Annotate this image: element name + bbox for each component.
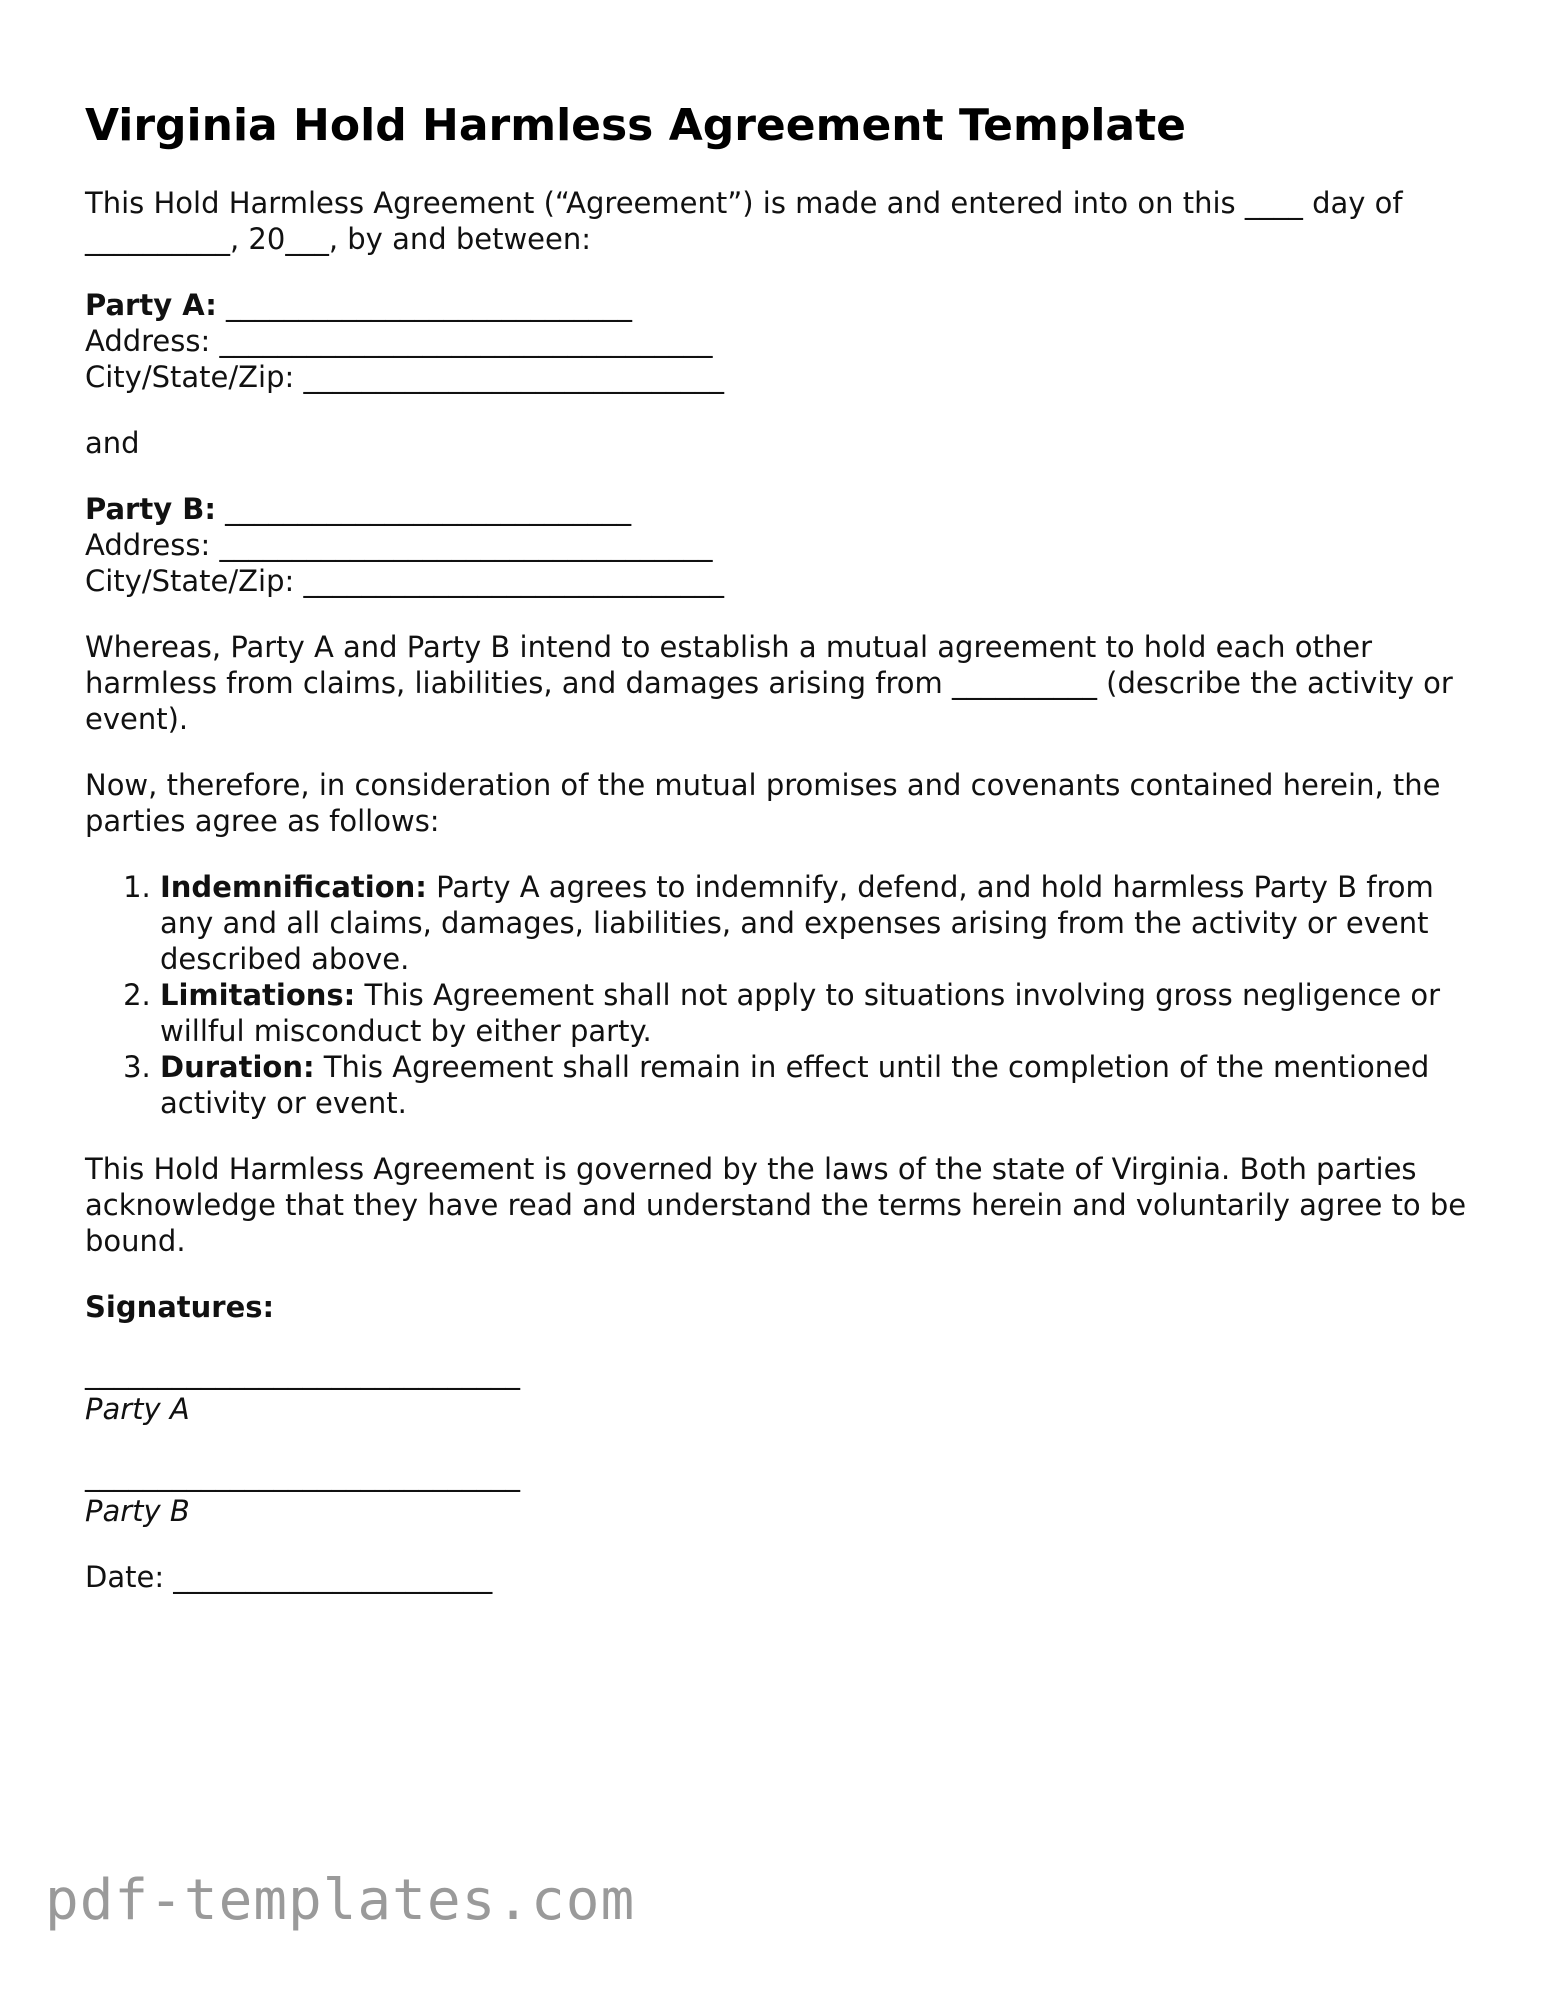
whereas-paragraph: Whereas, Party A and Party B intend to establish a mutual agreement to hold each other harmless from claims, liabilities, and damages arising from __________ (describe the activity or event). [85,629,1453,736]
signature-line-party-a: ______________________________ [85,1355,520,1390]
party-a-city-state-zip: City/State/Zip: _____________________________ [85,359,724,394]
party-a-label: Party A: [85,287,217,322]
signature-party-a [85,1355,1475,1427]
term-heading: Indemnification: [160,869,427,904]
term-item [160,869,1475,977]
intro-paragraph: This Hold Harmless Agreement (“Agreement”) is made and entered into on this ____ day of __________, 20___, by and between: [85,185,1403,256]
term-item [160,977,1475,1049]
party-a-block [85,287,1475,395]
party-b-address: Address: __________________________________ [85,527,713,562]
signature-party-b [85,1457,1475,1529]
party-b-label: Party B: [85,491,216,526]
party-b-block [85,491,1475,599]
party-b-name-blank: ____________________________ [215,491,632,526]
term-text: This Agreement shall remain in effect until the completion of the mentioned activity or event. [160,1049,1430,1120]
and-text: and [85,425,140,460]
signature-line-party-b: ______________________________ [85,1457,520,1492]
party-b-name-line [85,491,1475,527]
signatures-heading: Signatures: [85,1289,275,1324]
term-heading: Duration: [160,1049,315,1084]
term-text: This Agreement shall not apply to situations involving gross negligence or willful misconduct by either party. [160,977,1440,1048]
term-item [160,1049,1475,1121]
document-page [85,100,1475,1625]
party-b-city-state-zip: City/State/Zip: _____________________________ [85,563,724,598]
signature-label-party-a: Party A [85,1391,190,1426]
term-heading: Limitations: [160,977,356,1012]
party-a-name-line [85,287,1475,323]
term-text: Party A agrees to indemnify, defend, and hold harmless Party B from any and all claims, damages, liabilities, and expenses arising from the activity or event described above. [160,869,1434,976]
party-a-address: Address: __________________________________ [85,323,713,358]
terms-list [85,869,1475,1121]
governing-law-paragraph: This Hold Harmless Agreement is governed by the laws of the state of Virginia. Both parties acknowledge that they have read and understand the terms herein and voluntarily agree to be bound. [85,1151,1467,1258]
signature-label-party-b: Party B [85,1493,190,1528]
watermark: pdf-templates.com [45,1868,636,1933]
party-a-name-blank: ____________________________ [216,287,633,322]
now-therefore-paragraph: Now, therefore, in consideration of the mutual promises and covenants contained herein, the parties agree as follows: [85,767,1441,838]
date-line: Date: ______________________ [85,1559,493,1594]
document-title: Virginia Hold Harmless Agreement Template [85,100,1186,151]
